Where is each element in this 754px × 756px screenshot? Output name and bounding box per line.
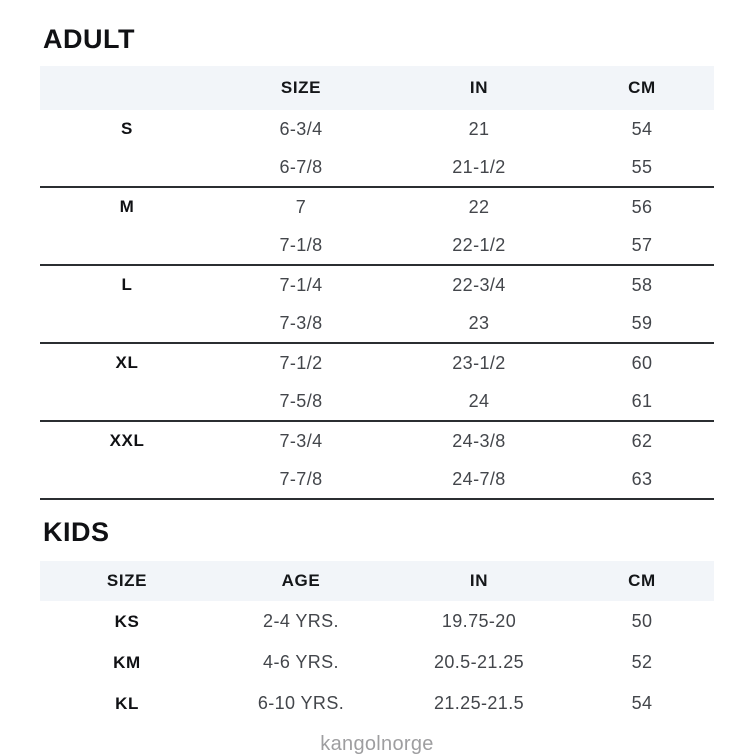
table-row	[40, 343, 714, 382]
adult-header-blank	[40, 66, 214, 110]
cell-size: 7-3/4	[279, 430, 323, 451]
kids-size-table	[40, 561, 714, 724]
kids-header-in: IN	[388, 561, 570, 601]
cell-in: 24-3/8	[452, 430, 506, 451]
table-row	[40, 226, 714, 265]
table-row	[40, 304, 714, 343]
adult-header-size: SIZE	[214, 66, 388, 110]
table-row	[40, 421, 714, 460]
cell-size: 7-5/8	[214, 382, 388, 421]
size-label-blank	[40, 460, 214, 499]
cell-size: 7-7/8	[214, 460, 388, 499]
size-label-kl: KL	[115, 693, 139, 713]
cell-cm: 56	[631, 196, 653, 217]
kids-header-age: AGE	[214, 561, 388, 601]
cell-in: 24	[388, 382, 570, 421]
size-label-m: M	[119, 197, 135, 216]
cell-in: 23	[388, 304, 570, 343]
kids-section	[40, 500, 714, 724]
cell-cm: 55	[570, 148, 714, 187]
table-row	[40, 187, 714, 226]
cell-cm: 57	[570, 226, 714, 265]
brand-watermark: kangolnorge	[320, 733, 434, 755]
size-label-s: S	[121, 119, 133, 138]
cell-cm: 54	[631, 118, 653, 139]
table-row	[40, 265, 714, 304]
adult-size-table	[40, 66, 714, 500]
kids-header-row	[40, 561, 714, 601]
table-row	[40, 110, 714, 148]
cell-age: 4-6 YRS.	[263, 652, 339, 672]
cell-in: 23-1/2	[452, 352, 506, 373]
size-label-ks: KS	[114, 611, 140, 631]
cell-size: 6-3/4	[279, 118, 323, 139]
cell-cm: 58	[631, 274, 653, 295]
cell-in: 19.75-20	[441, 611, 517, 631]
adult-header-in: IN	[388, 66, 570, 110]
kids-title: KIDS	[43, 517, 110, 547]
table-row	[40, 148, 714, 187]
cell-size: 7-3/8	[214, 304, 388, 343]
cell-cm: 59	[570, 304, 714, 343]
cell-age: 2-4 YRS.	[263, 611, 339, 631]
cell-size: 7	[295, 196, 307, 217]
cell-size: 7-1/2	[279, 352, 323, 373]
cell-cm: 61	[570, 382, 714, 421]
size-label-l: L	[121, 275, 133, 294]
adult-title: ADULT	[43, 24, 135, 54]
cell-cm: 52	[631, 652, 653, 672]
table-row	[40, 683, 714, 724]
cell-cm: 63	[570, 460, 714, 499]
cell-age: 6-10 YRS.	[257, 693, 345, 713]
cell-cm: 62	[631, 430, 653, 451]
table-row	[40, 460, 714, 499]
cell-size: 7-1/4	[279, 274, 323, 295]
size-label-km: KM	[113, 652, 141, 672]
cell-in: 24-7/8	[388, 460, 570, 499]
footer	[40, 733, 714, 756]
adult-header-cm: CM	[570, 66, 714, 110]
kids-header-size: SIZE	[40, 561, 214, 601]
size-label-blank	[40, 148, 214, 187]
cell-in: 21	[468, 118, 490, 139]
kids-header-cm: CM	[570, 561, 714, 601]
size-label-blank	[40, 382, 214, 421]
adult-section	[40, 0, 714, 500]
adult-header-row	[40, 66, 714, 110]
cell-cm: 54	[631, 693, 653, 713]
cell-size: 7-1/8	[214, 226, 388, 265]
size-label-blank	[40, 304, 214, 343]
table-row	[40, 642, 714, 683]
cell-in: 22-3/4	[452, 274, 506, 295]
size-label-blank	[40, 226, 214, 265]
size-label-xxl: XXL	[109, 431, 145, 450]
cell-size: 6-7/8	[214, 148, 388, 187]
cell-in: 21.25-21.5	[433, 693, 525, 713]
cell-in: 22	[468, 196, 490, 217]
size-label-xl: XL	[115, 353, 139, 372]
cell-in: 21-1/2	[388, 148, 570, 187]
table-row	[40, 601, 714, 642]
cell-cm: 60	[631, 352, 653, 373]
cell-cm: 50	[631, 611, 653, 631]
cell-in: 20.5-21.25	[433, 652, 525, 672]
table-row	[40, 382, 714, 421]
cell-in: 22-1/2	[388, 226, 570, 265]
